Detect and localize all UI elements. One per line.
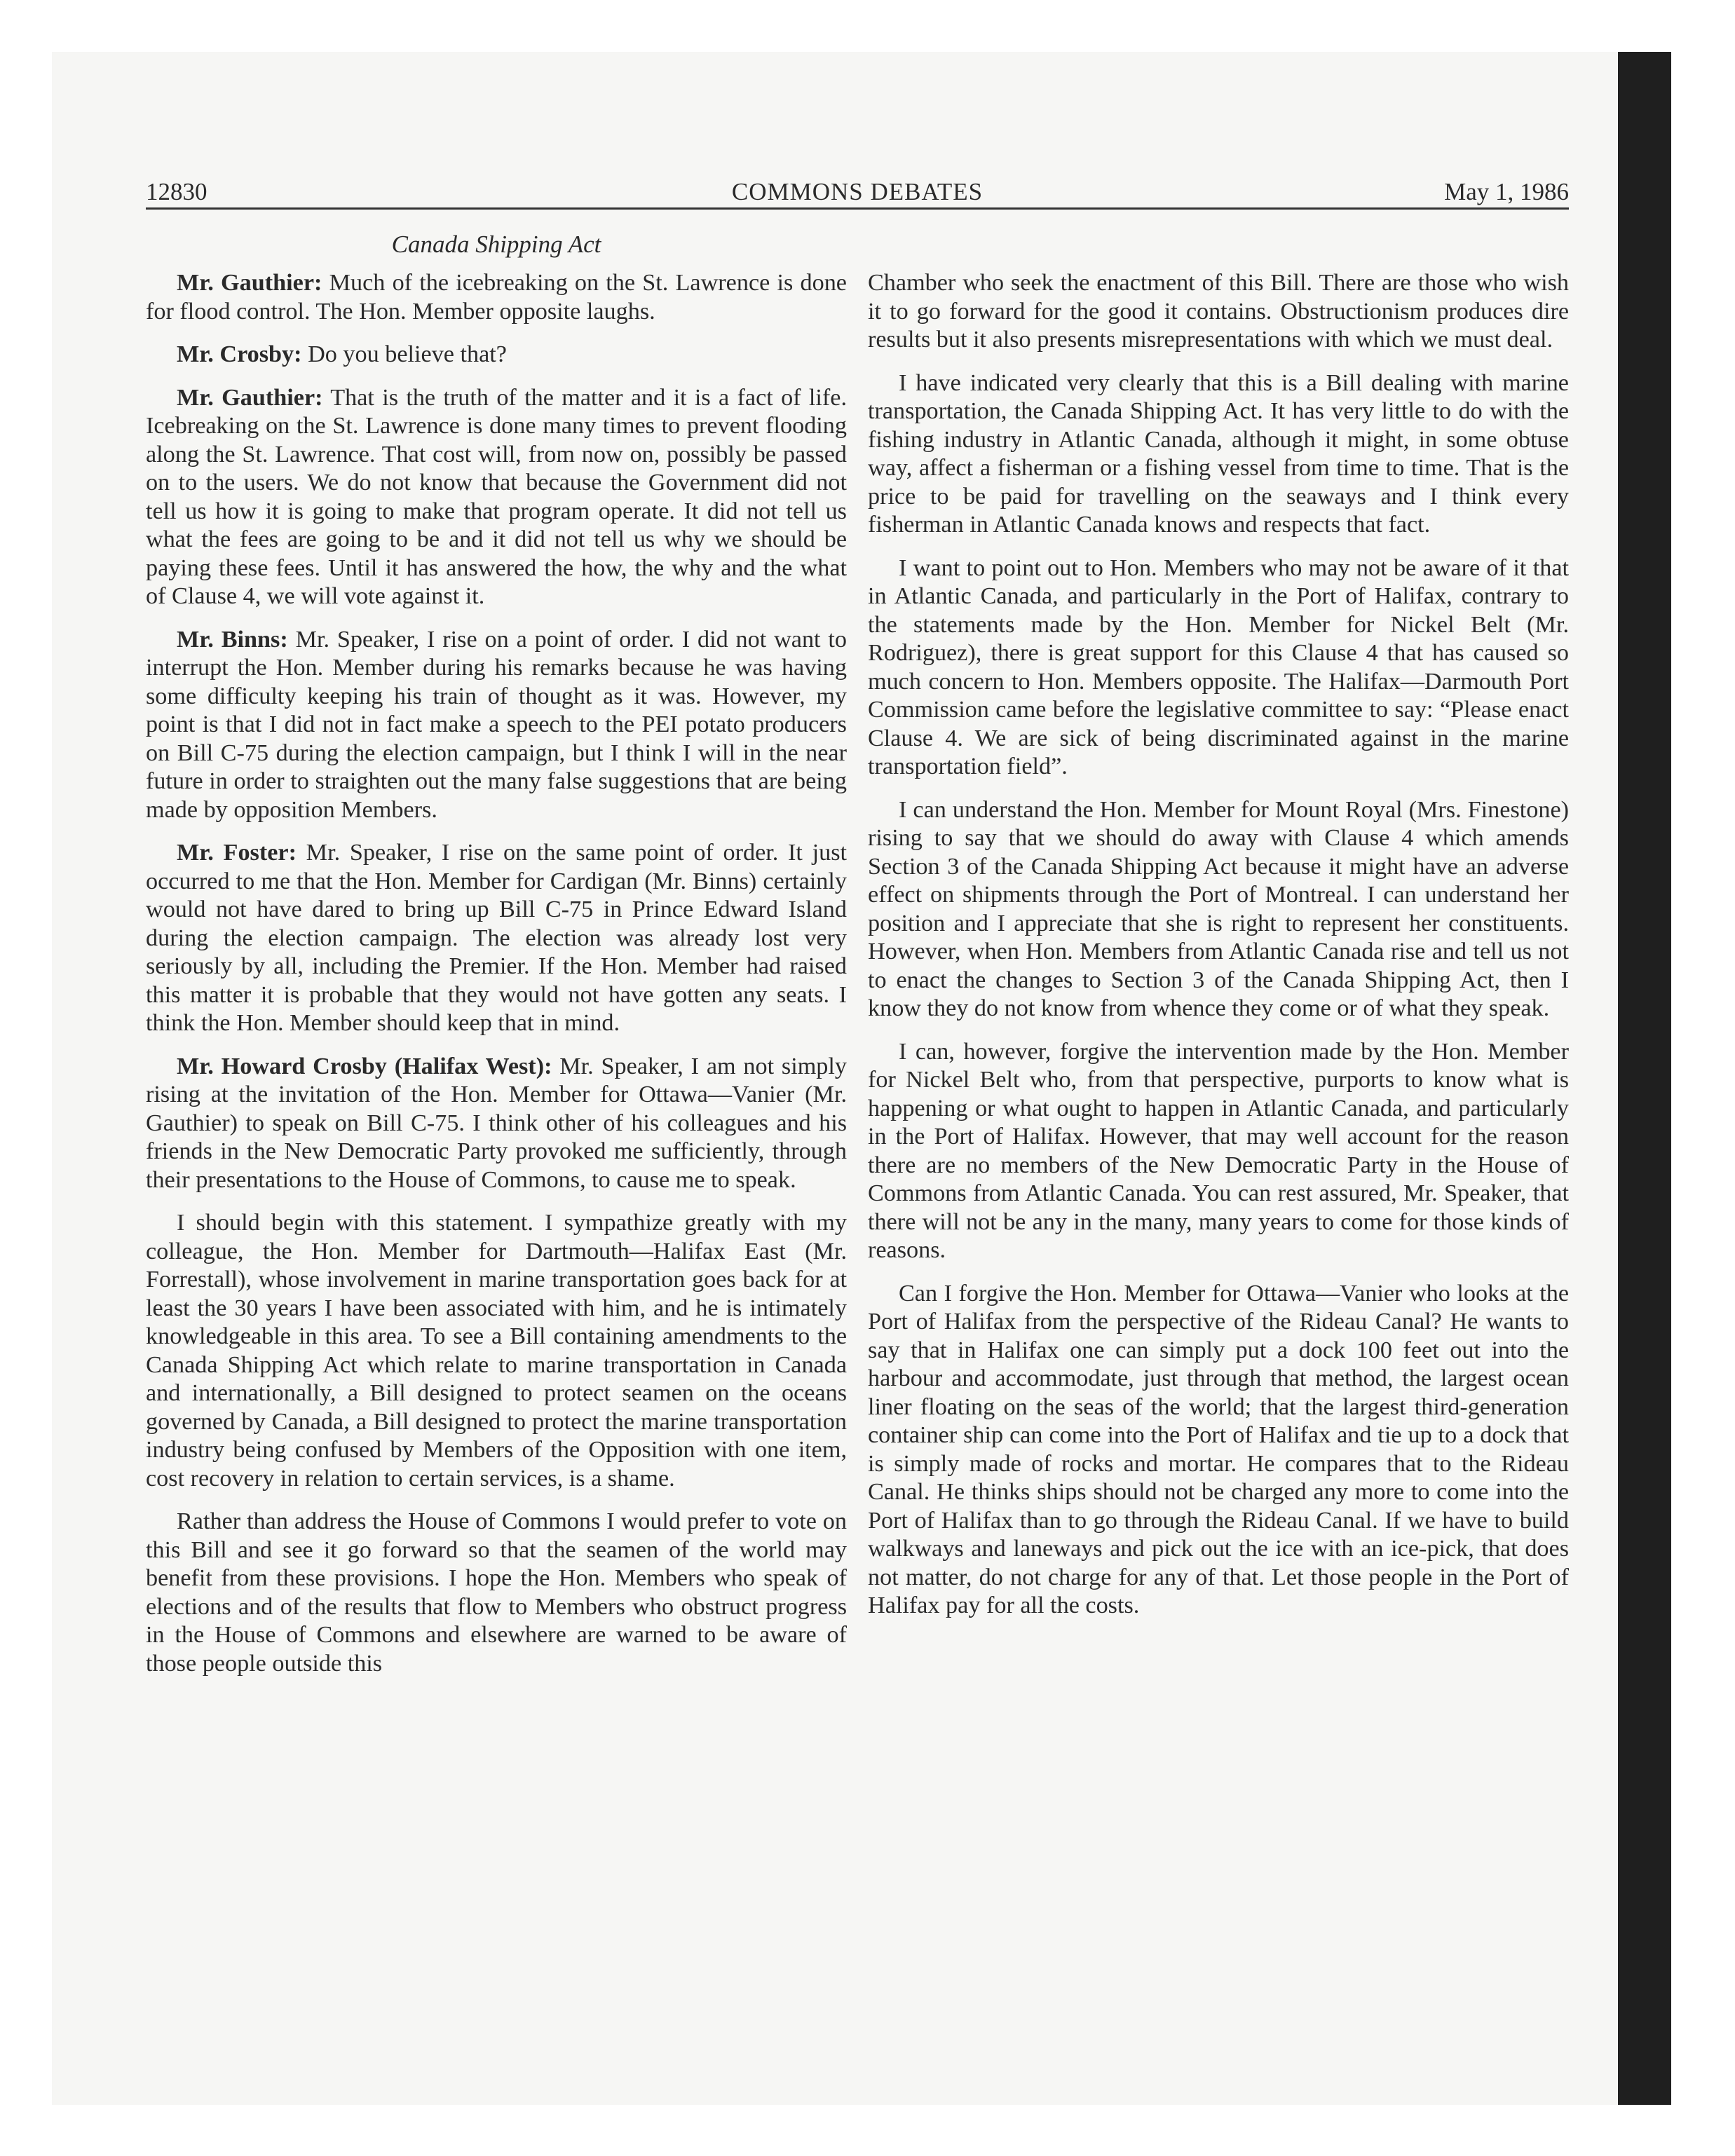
paragraph-text: I can, however, forgive the intervention made by the Hon. Member for Nickel Belt who, from that perspective, purports to know what is happening or what ought to happen in Atlantic Canada, and particularly in the Port of Halifax. However, that may well account for the reason there are no members of the New Democratic Party in the House of Commons from Atlantic Canada. You can rest assured, Mr. Speaker, that there will not be any in the many, many years to come for those kinds of reasons. xyxy=(868,1038,1569,1263)
speaker-name: Mr. Foster: xyxy=(177,840,297,866)
paragraph xyxy=(146,1508,847,1678)
scan-binding-edge xyxy=(1618,52,1671,2105)
paragraph-text: Can I forgive the Hon. Member for Ottawa—Vanier who looks at the Port of Halifax from the perspective of the Rideau Canal? He wants to say that in Halifax one can simply put a dock 100 feet out into the harbour and accommodate, just through that method, the largest ocean liner floating on the seas of the world; that the largest third-generation container ship can come into the Port of Halifax and tie up to a dock that is simply made of rocks and mortar. He compares that to the Rideau Canal. He thinks ships should not be charged any more to come into the Port of Halifax than to go through the Rideau Canal. If we have to build walkways and laneways and pick out the ice with an ice-pick, that does not matter, do not charge for any of that. Let those people in the Port of Halifax pay for all the costs. xyxy=(868,1280,1569,1618)
publication-title: COMMONS DEBATES xyxy=(731,178,984,205)
paragraph-text: I can understand the Hon. Member for Mount Royal (Mrs. Finestone) rising to say that we should do away with Clause 4 which amends Section 3 of the Canada Shipping Act because it might have an adverse effect on shipments through the Port of Montreal. I can understand her position and I appreciate that she is right to represent her constituents. However, when Hon. Members from Atlantic Canada rise and tell us not to enact the changes to Section 3 of the Canada Shipping Act, then I know they do not know from whence they come or of what they speak. xyxy=(868,796,1569,1021)
paragraph xyxy=(146,1053,847,1195)
paragraph xyxy=(868,796,1569,1023)
paragraph-text: Mr. Speaker, I am not simply rising at the invitation of the Hon. Member for Ottawa—Vanier (Mr. Gauthier) to speak on Bill C-75. I think other of his colleagues and his friends in the New Democratic Party provoked me sufficiently, through their presentations to the House of Commons, to cause me to speak. xyxy=(146,1053,847,1193)
speaker-name: Mr. Howard Crosby (Halifax West): xyxy=(177,1053,552,1079)
paragraph-text: Chamber who seek the enactment of this Bill. There are those who wish it to go forward for the good it contains. Obstructionism produces dire results but it also presents misrepresentations with which we must deal. xyxy=(868,270,1569,353)
paragraph xyxy=(146,626,847,825)
paragraph-text: Much of the icebreaking on the St. Lawrence is done for flood control. The Hon. Member opposite laughs. xyxy=(146,270,847,325)
paragraph-text: Do you believe that? xyxy=(301,341,507,367)
paragraph xyxy=(868,554,1569,782)
speaker-name: Mr. Crosby: xyxy=(177,341,302,367)
page-number: 12830 xyxy=(146,178,207,205)
paragraph xyxy=(146,1209,847,1493)
paragraph-text: I want to point out to Hon. Members who may not be aware of it that in Atlantic Canada, and particularly in the Port of Halifax, contrary to the statements made by the Hon. Member for Nickel Belt (Mr. Rodriguez), there is great support for this Clause 4 that has caused so much concern to Hon. Members opposite. The Halifax—Darmouth Port Commission came before the legislative committee to say: “Please enact Clause 4. We are sick of being discriminated against in the marine transportation field”. xyxy=(868,554,1569,779)
paragraph-text: Mr. Speaker, I rise on the same point of order. It just occurred to me that the Hon. Member for Cardigan (Mr. Binns) certainly would not have dared to bring up Bill C-75 in Prince Edward Island during the election campaign. The election was already lost very seriously by all, including the Premier. If the Hon. Member had raised this matter it is probable that they would not have gotten any seats. I think the Hon. Member should keep that in mind. xyxy=(146,840,848,1036)
paragraph-text: I have indicated very clearly that this is a Bill dealing with marine transportation, the Canada Shipping Act. It has very little to do with the fishing industry in Atlantic Canada, although it might, in some obtuse way, affect a fisherman or a fishing vessel from time to time. That is the price to be paid for travelling on the seaways and I think every fisherman in Atlantic Canada knows and respects that fact. xyxy=(868,369,1569,538)
paragraph xyxy=(868,369,1569,540)
paragraph-text: I should begin with this statement. I sympathize greatly with my colleague, the Hon. Member for Dartmouth—Halifax East (Mr. Forrestall), whose involvement in marine transportation goes back for at least the 30 years I have been associated with him, and he is intimately knowledgeable in this area. To see a Bill containing amendments to the Canada Shipping Act which relate to marine transportation in Canada and internationally, a Bill designed to protect seamen on the oceans governed by Canada, a Bill designed to protect the marine transportation industry being confused by Members of the Opposition with one item, cost recovery in relation to certain services, is a shame. xyxy=(146,1210,847,1492)
header-rule xyxy=(146,207,1569,210)
paragraph xyxy=(868,1038,1569,1265)
right-column xyxy=(868,269,1569,1635)
paragraph-text: Rather than address the House of Commons I would prefer to vote on this Bill and see it go forward so that the seamen of the world may benefit from these provisions. I hope the Hon. Members who speak of elections and of the results that flow to Members who obstruct progress in the House of Commons and elsewhere are warned to be aware of those people outside this xyxy=(146,1508,847,1677)
paragraph xyxy=(146,839,847,1038)
left-column xyxy=(146,269,847,1693)
running-header xyxy=(146,175,1569,209)
continued-paragraph xyxy=(868,269,1569,355)
speaker-name: Mr. Binns: xyxy=(177,626,288,653)
speaker-name: Mr. Gauthier: xyxy=(177,384,323,411)
paragraph-text: Mr. Speaker, I rise on a point of order. I did not want to interrupt the Hon. Member during his remarks because he was having some difficulty keeping his train of thought as it was. However, my point is that I did not in fact make a speech to the PEI potato producers on Bill C-75 during the election campaign, but I think I will in the near future in order to straighten out the many false suggestions that are being made by opposition Members. xyxy=(146,626,847,823)
paragraph xyxy=(146,341,847,369)
paragraph-text: That is the truth of the matter and it is a fact of life. Icebreaking on the St. Lawrence is done many times to prevent flooding along the St. Lawrence. That cost will, from now on, possibly be passed on to the users. We do not know that because the Government did not tell us how it is going to make that program operate. It did not tell us what the fees are going to be and it did not tell us why we should be paying these fees. Until it has answered the how, the why and the what of Clause 4, we will vote against it. xyxy=(146,384,847,609)
page-date: May 1, 1986 xyxy=(1444,178,1569,205)
paragraph xyxy=(146,384,847,611)
paragraph xyxy=(868,1280,1569,1621)
section-title: Canada Shipping Act xyxy=(391,231,601,258)
speaker-name: Mr. Gauthier: xyxy=(177,270,322,296)
paragraph xyxy=(146,269,847,326)
